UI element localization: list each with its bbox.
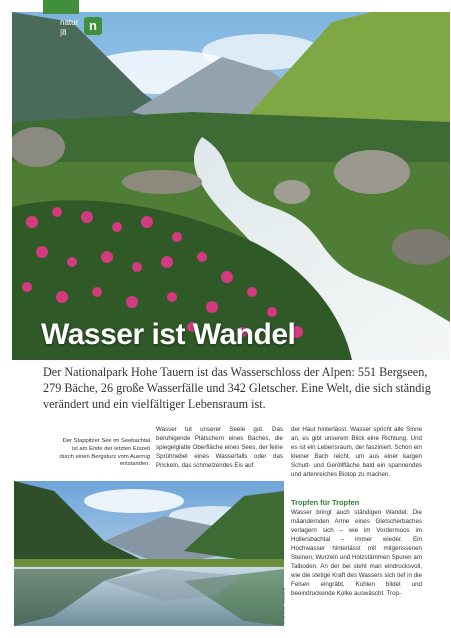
lake-photo [14, 481, 284, 626]
photo-caption: Der Stappitzer See im Seebachtal ist am Ende der letzten Eiszeit durch einen Bergsturz vom Auernig entstanden. [59, 438, 150, 468]
subheading: Tropfen für Tropfen [291, 498, 360, 507]
natur-logo-icon: n [84, 17, 102, 35]
hero-photo [12, 12, 450, 360]
body-column-2: der Haut hinterlässt. Wasser spricht alle Sinne an, es gibt unserem Blick eine Richtung. Und es ist ein Lebensraum, der fasziniert. Schon ein kleiner Bach reicht, um aus einer kargen Schutt- und Geröllfläche bald ein spannendes und artenreiches Biotop zu machen. [291, 426, 422, 478]
body-column-1: Wasser tut unserer Seele gut. Das beruhigende Plätschern eines Baches, die spiegelglatte Oberfläche eines Sees, der feine Sprühnebel eines Wasserfalls oder das Prickeln, das schmelzendes Eis auf [156, 426, 283, 469]
hero-landscape [12, 12, 450, 360]
photo-credit: © NPHT/F. MÜLLER [281, 587, 286, 624]
page-number: |8 [60, 28, 67, 37]
lake-landscape [14, 481, 284, 626]
article-headline: Wasser ist Wandel [41, 318, 296, 351]
section-label [60, 18, 78, 38]
section-color-tab [43, 0, 79, 14]
section-name: natur [60, 18, 79, 27]
body-column-2-continued: Wasser bringt auch ständigen Wandel: Die mäandernden Arme eines Gletscherbaches verlagern sich – wie im Vordermoos im Hollersbachtal – immer wieder. Ein Hochwasser hinterlässt mit mitgerissenen Steinen, Wurzeln und Holzstämmen Spuren am Talboden. An der bei steht man eindrucksvoll, wie die stetige Kraft des Wassers sich tief in die Felsen eingräbt, Kuhlen bildet und beeindruckende Kolke auswäscht. Trop- [291, 509, 422, 597]
lead-paragraph: Der Nationalpark Hohe Tauern ist das Wasserschloss der Alpen: 551 Bergseen, 279 Bäche, 26 große Wasserfälle und 342 Gletscher. Eine Welt, die sich ständig verändert und ein vielfältiger Lebensraum ist. [43, 365, 431, 411]
